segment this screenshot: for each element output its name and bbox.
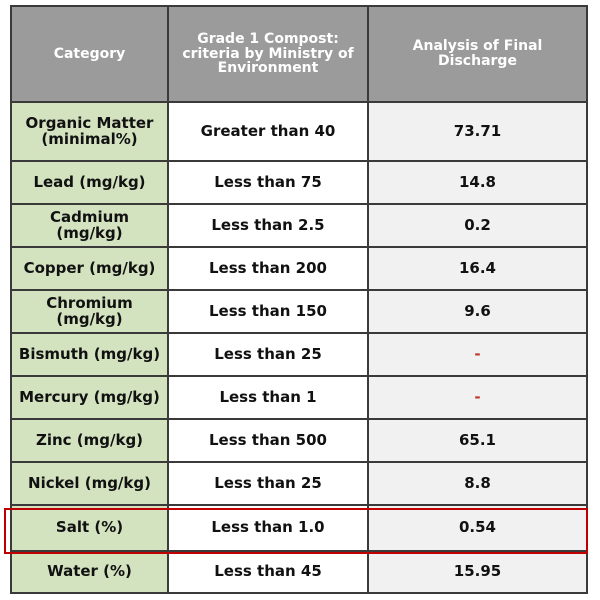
category-cell: Bismuth (mg/kg) — [11, 333, 168, 376]
table-row — [11, 204, 587, 247]
category-cell: Cadmium (mg/kg) — [11, 204, 168, 247]
criteria-cell: Less than 1 — [168, 376, 368, 419]
criteria-cell: Less than 75 — [168, 161, 368, 204]
table-row — [11, 247, 587, 290]
analysis-cell: 16.4 — [368, 247, 587, 290]
criteria-cell: Less than 150 — [168, 290, 368, 333]
table-row — [11, 376, 587, 419]
analysis-cell: - — [368, 376, 587, 419]
table-row — [11, 419, 587, 462]
category-cell: Zinc (mg/kg) — [11, 419, 168, 462]
category-cell: Nickel (mg/kg) — [11, 462, 168, 505]
criteria-cell: Less than 2.5 — [168, 204, 368, 247]
criteria-cell: Less than 200 — [168, 247, 368, 290]
table-row-highlighted — [11, 505, 587, 551]
category-cell: Salt (%) — [11, 505, 168, 551]
category-cell: Water (%) — [11, 551, 168, 593]
header-criteria: Grade 1 Compost: criteria by Ministry of Environment — [168, 6, 368, 102]
category-cell: Lead (mg/kg) — [11, 161, 168, 204]
table-row — [11, 290, 587, 333]
compost-criteria-table — [10, 5, 588, 594]
table-row — [11, 102, 587, 161]
header-analysis: Analysis of Final Discharge — [368, 6, 587, 102]
compost-criteria-table-container — [10, 5, 588, 594]
category-cell: Organic Matter (minimal%) — [11, 102, 168, 161]
analysis-cell: - — [368, 333, 587, 376]
criteria-cell: Greater than 40 — [168, 102, 368, 161]
analysis-cell: 9.6 — [368, 290, 587, 333]
analysis-cell: 14.8 — [368, 161, 587, 204]
category-cell: Copper (mg/kg) — [11, 247, 168, 290]
table-header-row — [11, 6, 587, 102]
analysis-cell: 65.1 — [368, 419, 587, 462]
criteria-cell: Less than 500 — [168, 419, 368, 462]
criteria-cell: Less than 25 — [168, 333, 368, 376]
header-category: Category — [11, 6, 168, 102]
table-row — [11, 333, 587, 376]
criteria-cell: Less than 45 — [168, 551, 368, 593]
analysis-cell: 0.54 — [368, 505, 587, 551]
table-row — [11, 161, 587, 204]
analysis-cell: 15.95 — [368, 551, 587, 593]
category-cell: Chromium (mg/kg) — [11, 290, 168, 333]
table-row — [11, 551, 587, 593]
criteria-cell: Less than 25 — [168, 462, 368, 505]
analysis-cell: 0.2 — [368, 204, 587, 247]
category-cell: Mercury (mg/kg) — [11, 376, 168, 419]
table-row — [11, 462, 587, 505]
criteria-cell: Less than 1.0 — [168, 505, 368, 551]
analysis-cell: 8.8 — [368, 462, 587, 505]
analysis-cell: 73.71 — [368, 102, 587, 161]
